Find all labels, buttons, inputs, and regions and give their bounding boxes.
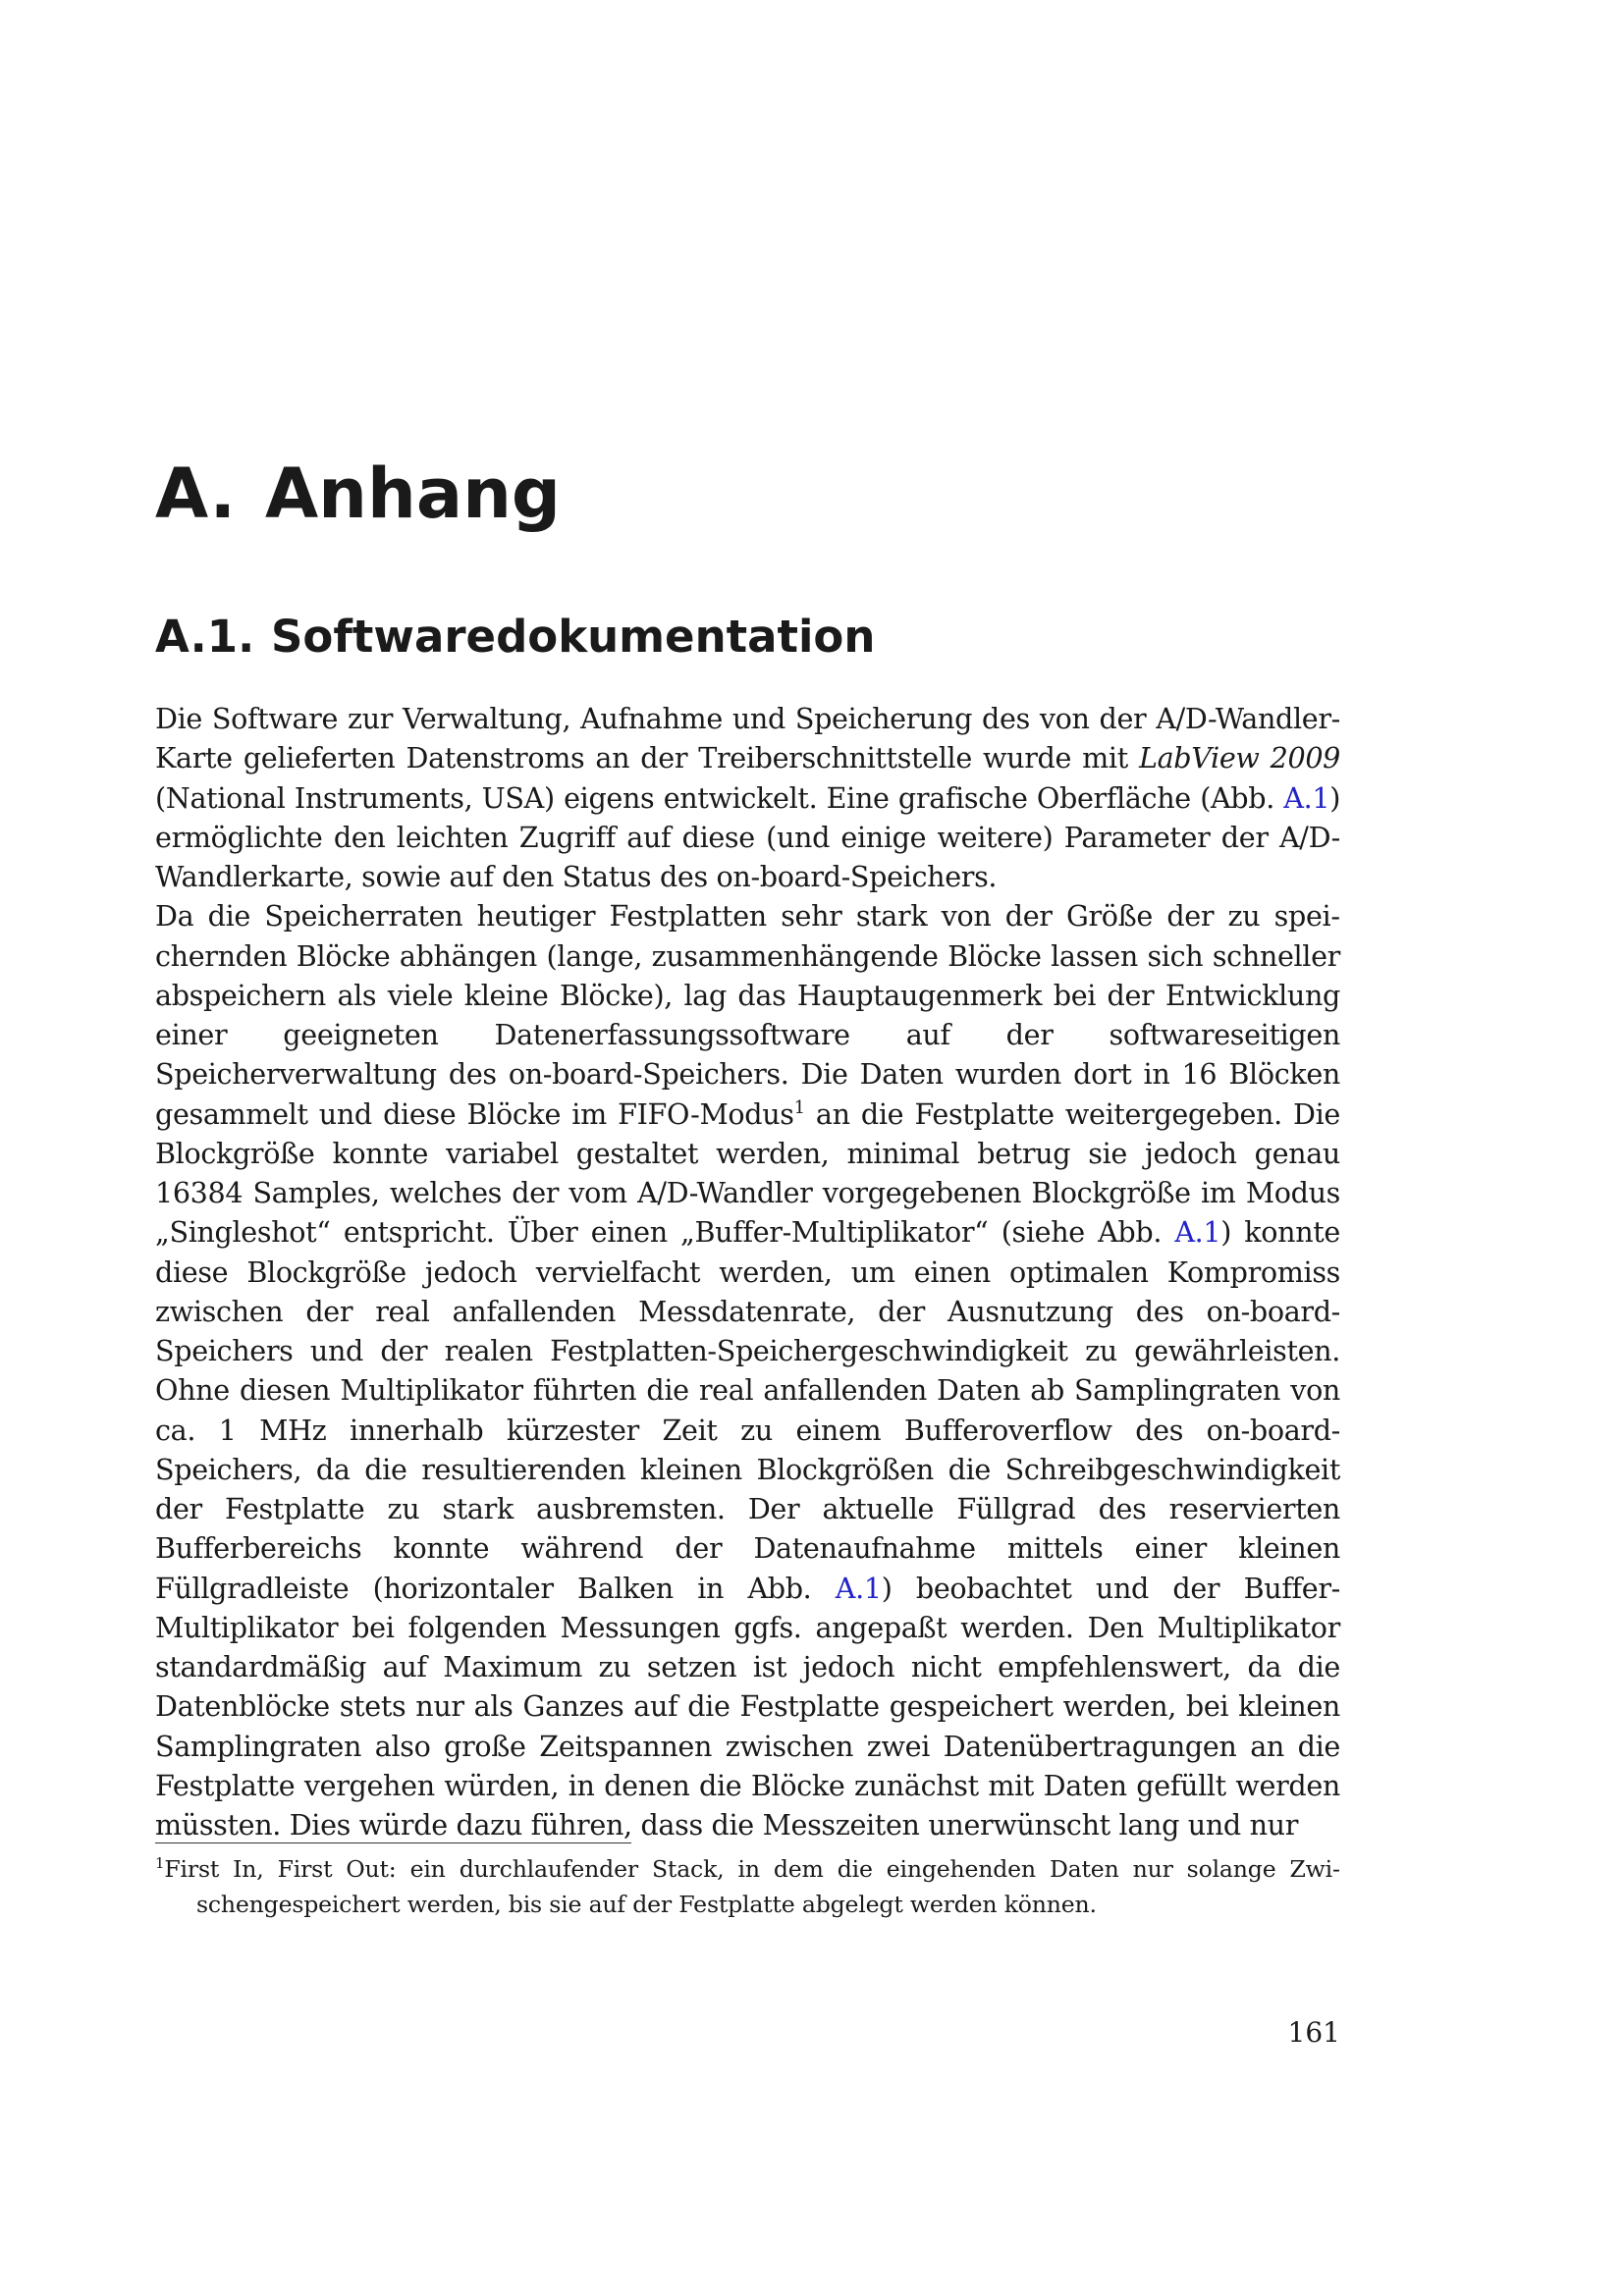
paragraph-1-text-a: Die Software zur Verwaltung, Aufnahme und Speicherung des von der A/D-Wandler-Karte gelieferten Datenstroms an der Treiberschnittstelle wurde mit [155, 702, 1340, 775]
footnote-text: First In, First Out: ein durchlaufender Stack, in dem die eingehenden Daten nur solange Zwischengespeichert werden, bis sie auf der Festplatte abgelegt werden können. [164, 1855, 1340, 1918]
paragraph-1-text-c: ) ermöglichte den leichten Zugriff auf diese (und einige weitere) Parameter der A/D-Wandlerkarte, sowie auf den Status des on-board-Speichers. [155, 780, 1340, 893]
page-number: 161 [1287, 2016, 1340, 2049]
footnote [155, 1851, 1340, 1922]
footnote-rule [155, 1842, 631, 1843]
paragraph-1-text-b: (National Instruments, USA) eigens entwickelt. Eine grafische Oberfläche (Abb. [155, 780, 1284, 815]
figure-reference-link[interactable]: A.1 [835, 1571, 882, 1605]
footnote-marker: 1 [793, 1096, 805, 1118]
paragraph-1 [155, 699, 1340, 896]
paragraph-2-text-b: an die Festplatte weitergegeben. Die Blockgröße konnte variabel gestaltet werden, minimal betrug sie jedoch genau 16384 Samples, welches der vom A/D-Wandler vorgegebenen Blockgröße im Modus „Singleshot“ entspricht. Über einen „Buffer-Multiplikator“ (siehe Abb. [155, 1096, 1340, 1250]
section-title [155, 611, 876, 663]
figure-reference-link[interactable]: A.1 [1283, 780, 1330, 815]
chapter-title-text: Anhang [265, 454, 562, 534]
paragraph-2-text-c: ) konnte diese Blockgröße jedoch vervielfacht werden, um einen optimalen Kompromiss zwischen der real anfallenden Messdatenrate, der Ausnutzung des on-board-Speichers und der realen Festplatten-Speichergeschwindigkeit zu gewährleisten. Ohne diesen Multiplikator führten die real anfallenden Daten ab Samplingraten von ca. 1 MHz innerhalb kürzester Zeit zu einem Bufferoverflow des on-board-Speichers, da die resultierenden kleinen Blockgrößen die Schreibgeschwindigkeit der Festplatte zu stark ausbremsten. Der aktuelle Füllgrad des reservierten Bufferbereichs konnte während der Datenaufnahme mittels einer kleinen Füllgradleiste (horizontaler Balken in Abb. [155, 1215, 1340, 1605]
chapter-number: A. [155, 454, 237, 534]
paragraph-2-text-d: ) beobachtet und der Buffer-Multiplikator bei folgenden Messungen ggfs. angepaßt werden. Den Multiplikator standardmäßig auf Maximum zu setzen ist jedoch nicht empfehlenswert, da die Datenblöcke stets nur als Ganzes auf die Festplatte gespeichert werden, bei kleinen Samplingraten also große Zeitspannen zwischen zwei Datenübertragungen an die Festplatte vergehen würden, in denen die Blöcke zunächst mit Daten gefüllt werden müssten. Dies würde dazu führen, dass die Messzeiten unerwünscht lang und nur [155, 1571, 1340, 1842]
footnote-number: 1 [155, 1854, 165, 1872]
paragraph-2 [155, 896, 1340, 1844]
chapter-title [155, 454, 562, 534]
body-text [155, 699, 1340, 1844]
software-name: LabView 2009 [1138, 741, 1341, 775]
section-title-text: Softwaredokumentation [271, 611, 876, 663]
section-number: A.1. [155, 611, 255, 663]
figure-reference-link[interactable]: A.1 [1174, 1215, 1221, 1250]
paragraph-2-text-a: Da die Speicherraten heutiger Festplatten sehr stark von der Größe der zu speichernden Blöcke abhängen (lange, zusammenhängende Blöcke lassen sich schneller abspeichern als viele kleine Blöcke), lag das Hauptaugenmerk bei der Entwicklung einer geeigneten Datenerfassungssoftware auf der softwareseitigen Speicherverwaltung des on-board-Speichers. Die Daten wurden dort in 16 Blöcken gesammelt und diese Blöcke im FIFO-Modus [155, 899, 1340, 1131]
